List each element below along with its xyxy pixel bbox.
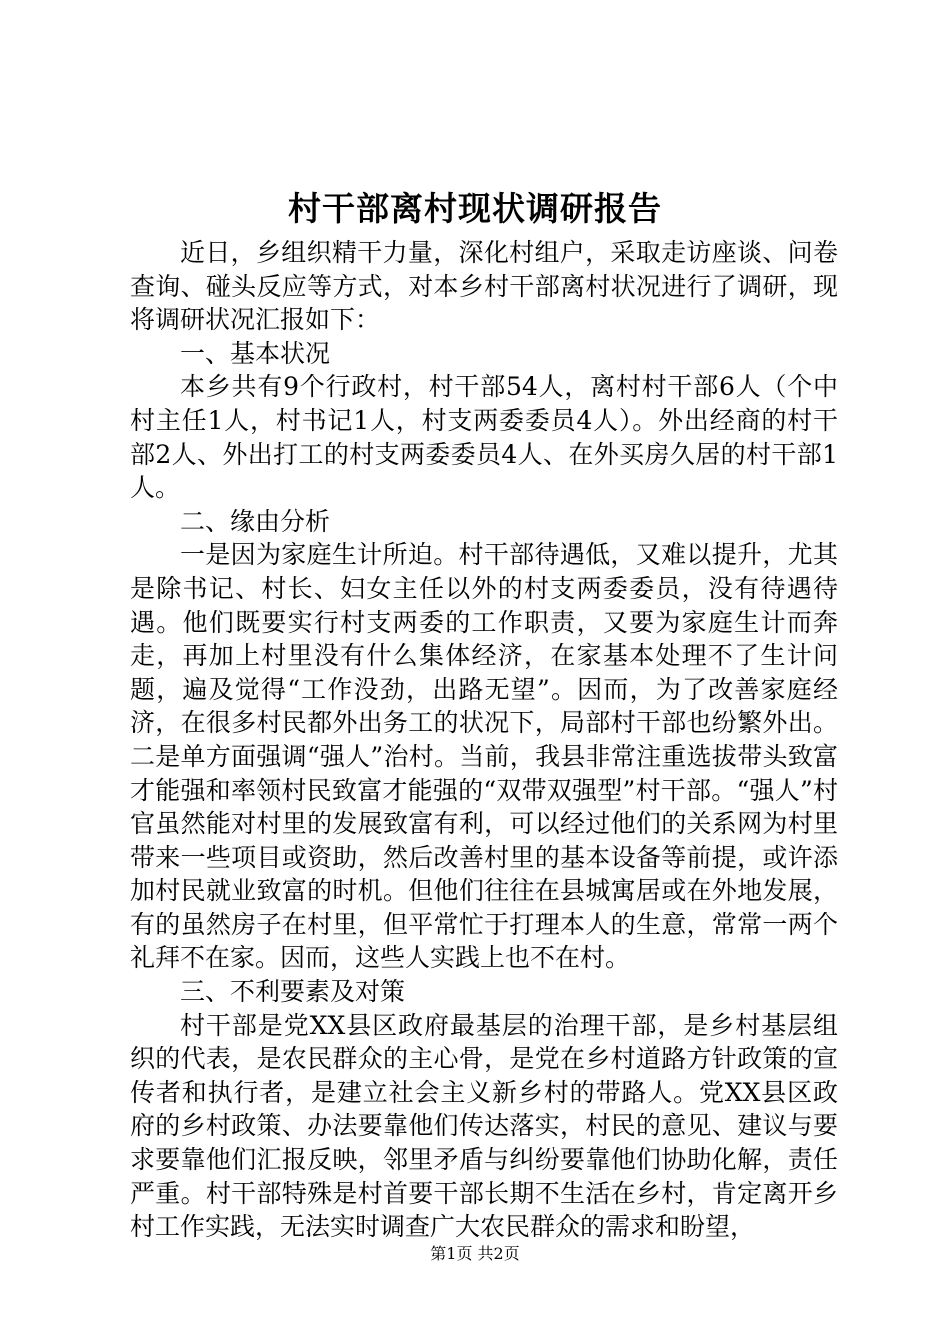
paragraph-intro: 近日，乡组织精干力量，深化村组户，采取走访座谈、问卷查询、碰头反应等方式，对本乡村干部离村状况进行了调研，现将调研状况汇报如下： — [130, 238, 838, 335]
section-heading-cause-analysis: 二、缘由分析 — [180, 506, 331, 536]
document-title: 村干部离村现状调研报告 — [288, 189, 662, 228]
page-footer: 第1页 共2页 — [430, 1244, 520, 1263]
section-heading-basic-status: 一、基本状况 — [180, 338, 331, 368]
paragraph-factors-countermeasures: 村干部是党XX县区政府最基层的治理干部，是乡村基层组织的代表，是农民群众的主心骨，是党在乡村道路方针政策的宣传者和执行者，是建立社会主义新乡村的带路人。党XX县区政府的乡村政策、办法要靠他们传达落实，村民的意见、建议与要求要靠他们汇报反映，邻里矛盾与纠纷要靠他们协助化解，责任严重。村干部特殊是村首要干部长期不生活在乡村，肯定离开乡村工作实践，无法实时调查广大农民群众的需求和盼望， — [130, 1010, 838, 1242]
document-body — [130, 236, 838, 1244]
paragraph-basic-status: 本乡共有9个行政村，村干部54人，离村村干部6人（个中村主任1人，村书记1人，村支两委委员4人）。外出经商的村干部2人、外出打工的村支两委委员4人、在外买房久居的村干部1人。 — [130, 372, 838, 503]
section-heading-factors-countermeasures: 三、不利要素及对策 — [180, 977, 406, 1007]
paragraph-cause-analysis: 一是因为家庭生计所迫。村干部待遇低，又难以提升，尤其是除书记、村长、妇女主任以外的村支两委委员，没有待遇待遇。他们既要实行村支两委的工作职责，又要为家庭生计而奔走，再加上村里没有什么集体经济，在家基本处理不了生计问题，遍及觉得“工作没劲，出路无望”。因而，为了改善家庭经济，在很多村民都外出务工的状况下，局部村干部也纷繁外出。二是单方面强调“强人”治村。当前，我县非常注重选拔带头致富才能强和率领村民致富才能强的“双带双强型”村干部。“强人”村官虽然能对村里的发展致富有利，可以经过他们的关系网为村里带来一些项目或资助，然后改善村里的基本设备等前提，或许添加村民就业致富的时机。但他们往往在县城寓居或在外地发展，有的虽然房子在村里，但平常忙于打理本人的生意，常常一两个礼拜不在家。因而，这些人实践上也不在村。 — [130, 540, 838, 973]
